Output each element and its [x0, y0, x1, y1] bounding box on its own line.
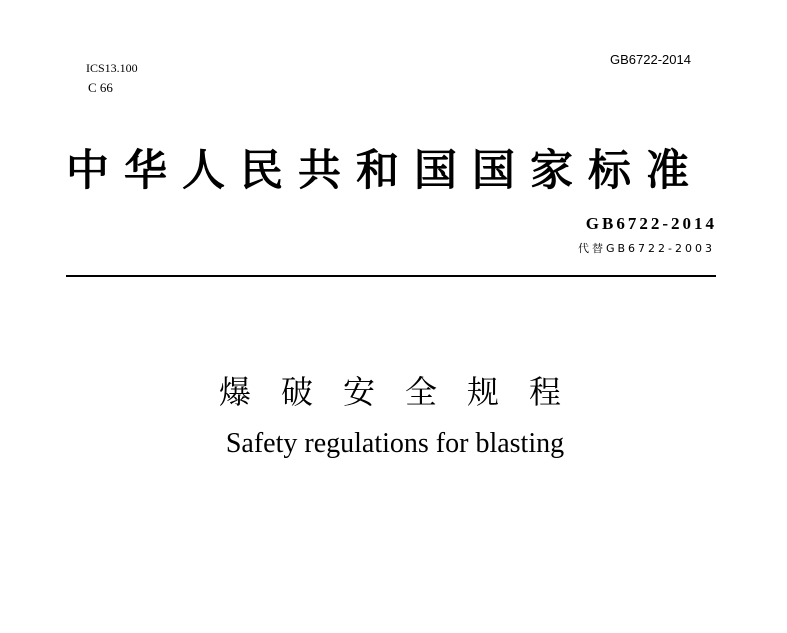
header-divider — [66, 275, 716, 277]
ccs-code: C 66 — [88, 80, 113, 95]
standard-code-top: GB6722-2014 — [610, 52, 691, 67]
document-title-en: Safety regulations for blasting — [225, 428, 565, 459]
replaces-standard: 代替GB6722-2003 — [577, 242, 715, 255]
ics-code: ICS13.100 — [86, 61, 138, 75]
national-standard-title: 中华人民共和国国家标准 — [66, 146, 704, 196]
standard-number: GB6722-2014 — [585, 214, 717, 233]
document-title-cn: 爆破安全规程 — [218, 373, 591, 411]
